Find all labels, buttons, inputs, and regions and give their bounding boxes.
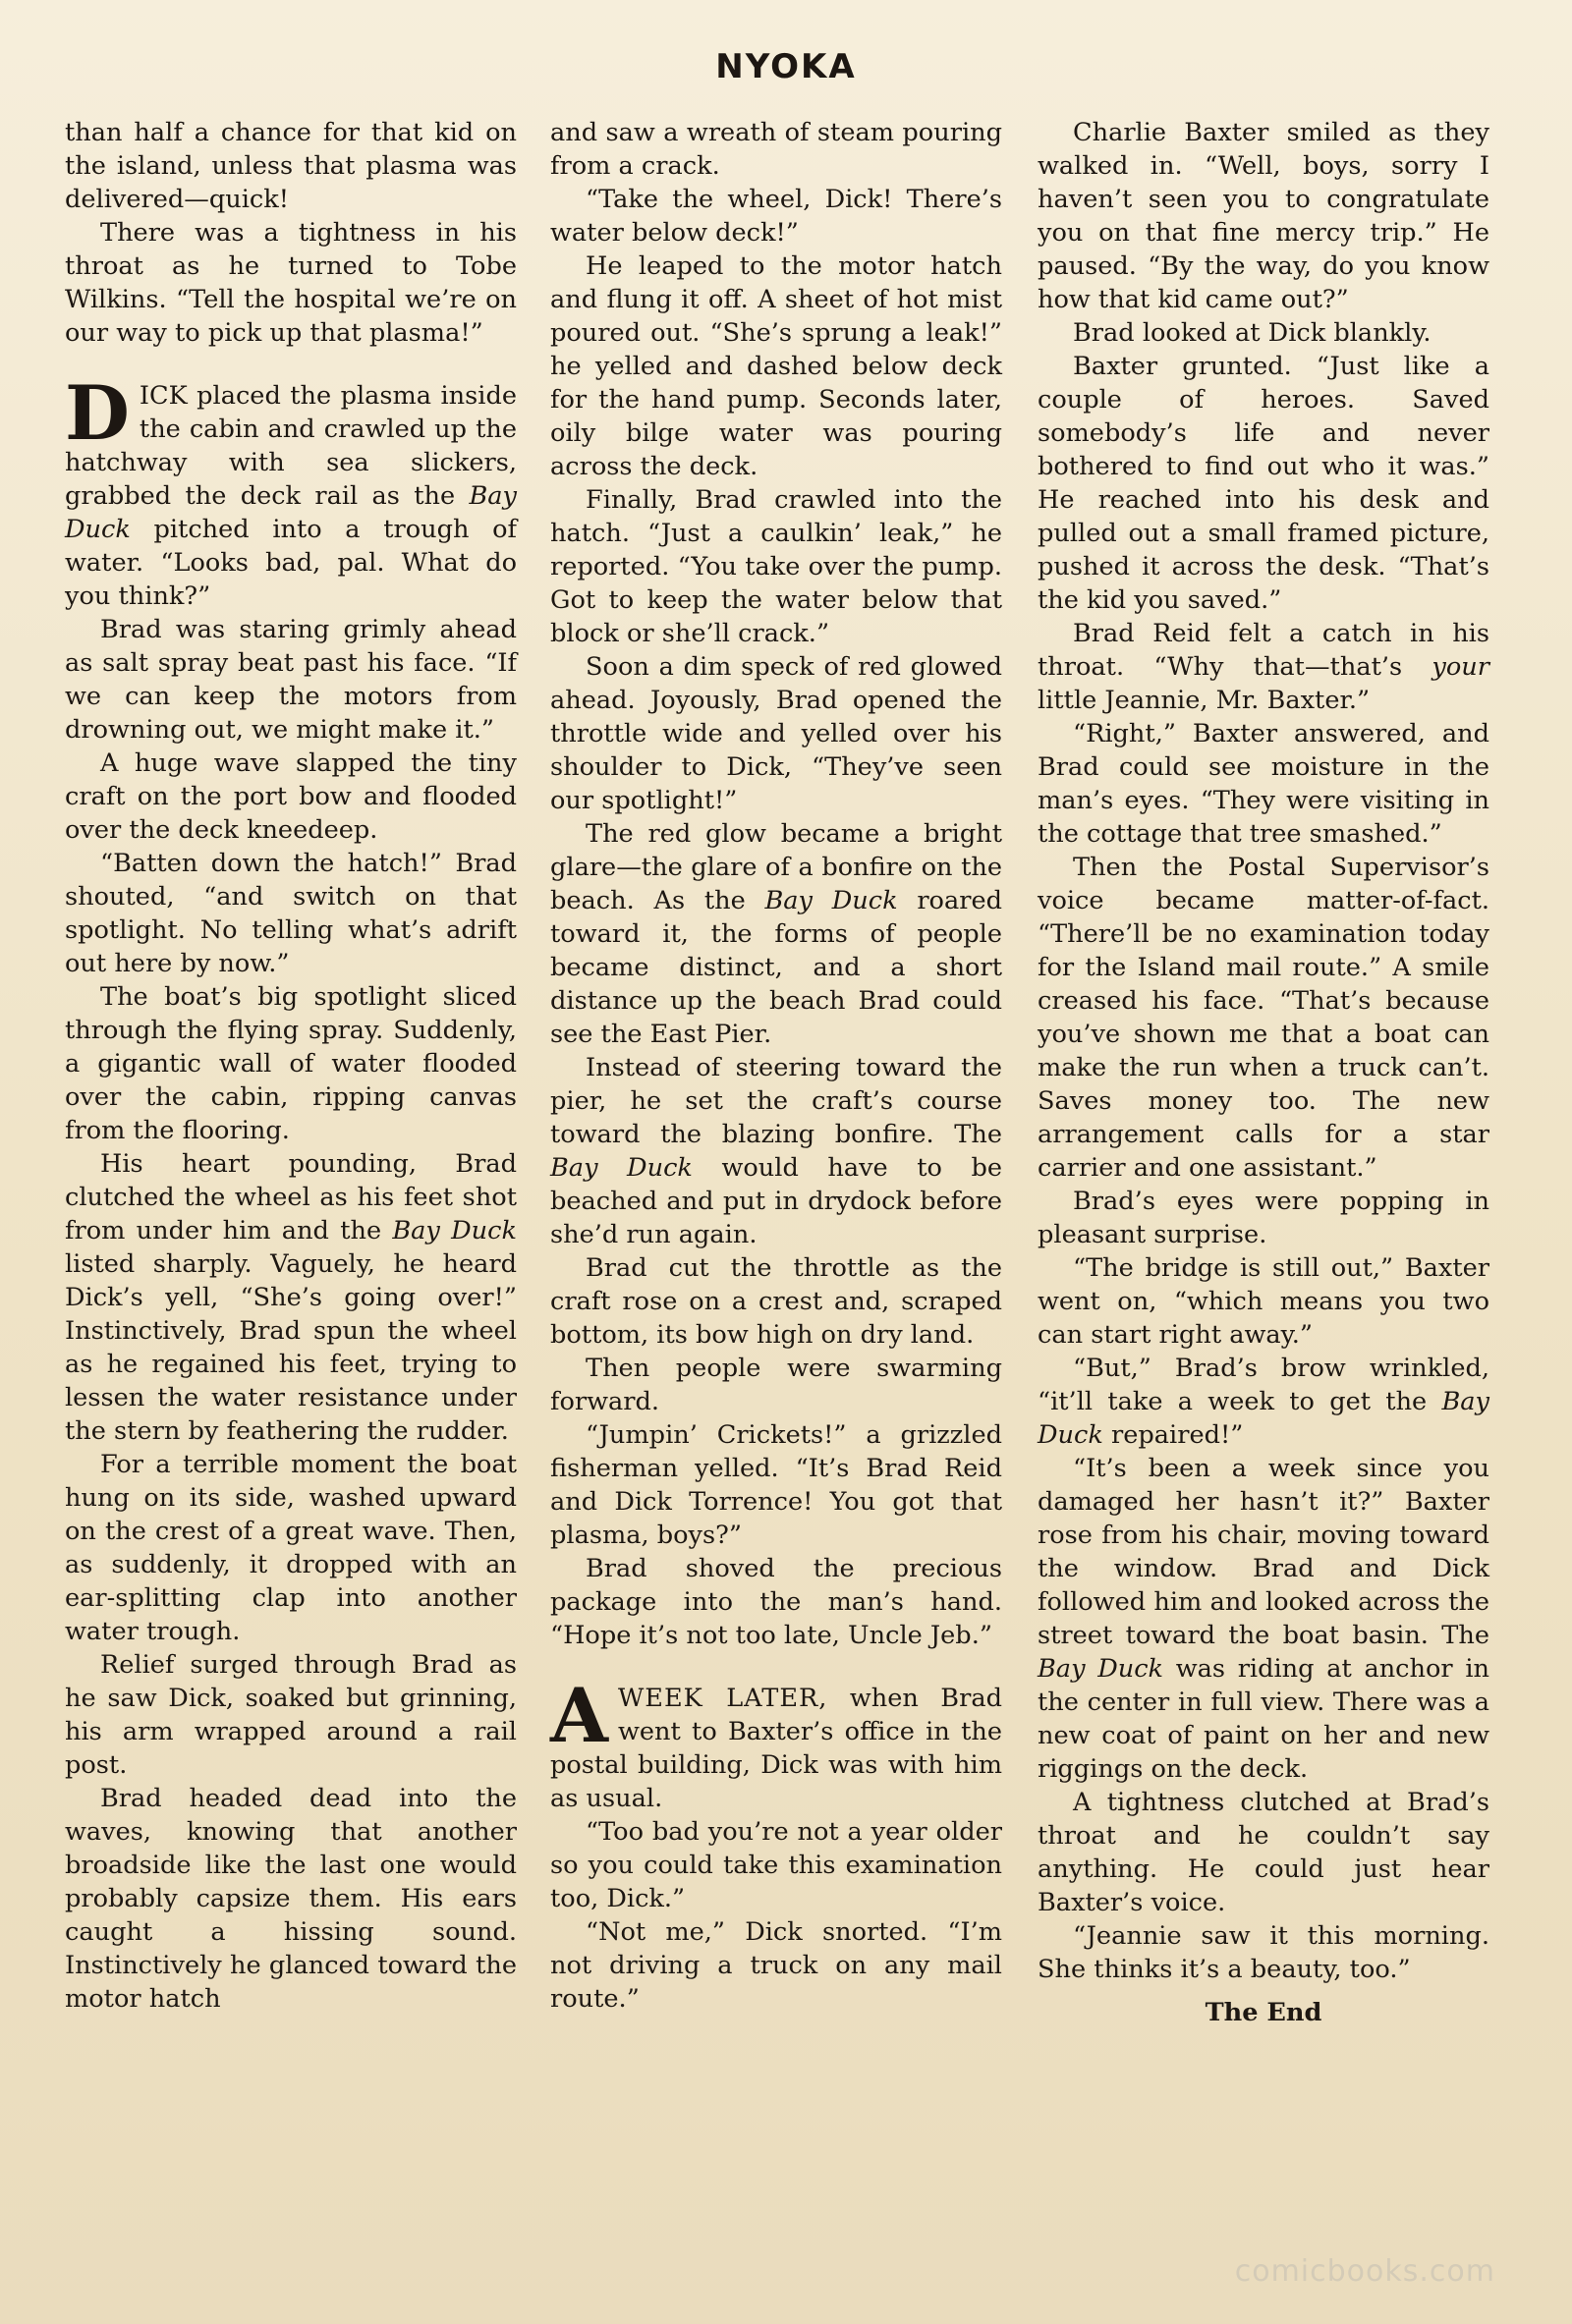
boat-name: Bay Duck (1038, 1387, 1489, 1450)
paragraph: Brad cut the throttle as the craft rose on a crest and, scraped bottom, its bow high on dry land. (550, 1253, 1002, 1350)
paragraph: Brad looked at Dick blankly. (1073, 318, 1432, 348)
paragraph: For a terrible moment the boat hung on its side, washed upward on the crest of a great wave. Then, as suddenly, it dropped with an ear-splitting clap into another water trough. (65, 1450, 517, 1646)
paragraph-dropcap (550, 1672, 1002, 1815)
text-column-2 (550, 116, 1002, 2016)
boat-name: Bay Duck (1038, 1654, 1164, 1684)
paragraph-dropcap (65, 369, 517, 613)
paragraph-text: Instead of steering toward the pier, he set the craft’s course toward the blazing bonfire. The (550, 1053, 1002, 1149)
paragraph (1038, 1352, 1489, 1452)
paragraph-text: pitched into a trough of water. “Looks bad, pal. What do you think?” (65, 515, 517, 611)
paragraph: “Not me,” Dick snorted. “I’m not driving a truck on any mail route.” (550, 1917, 1002, 2014)
paragraph-text: repaired!” (1102, 1420, 1244, 1450)
boat-name: Bay Duck (550, 1153, 693, 1183)
paragraph: “Jumpin’ Crickets!” a grizzled fisherman yelled. “It’s Brad Reid and Dick Torrence! You got that plasma, boys?” (550, 1420, 1002, 1550)
paragraph (1038, 617, 1489, 717)
paragraph (1038, 1452, 1489, 1786)
paragraph (65, 1147, 517, 1448)
drop-cap: A (550, 1672, 608, 1759)
paragraph: “Right,” Baxter answered, and Brad could see moisture in the man’s eyes. “They were visiting in the cottage that tree smashed.” (1038, 719, 1489, 849)
drop-cap: D (65, 369, 130, 457)
paragraph: He leaped to the motor hatch and flung it off. A sheet of hot mist poured out. “She’s sprung a leak!” he yelled and dashed below deck for the hand pump. Seconds later, oily bilge water was pouring across the deck. (550, 251, 1002, 481)
paragraph: and saw a wreath of steam pouring from a crack. (550, 118, 1002, 181)
section-lead-in: WEEK LATER, (617, 1684, 828, 1713)
paragraph-text: His heart pounding, Brad clutched the wheel as his feet shot from under him and the (65, 1149, 517, 1245)
paragraph-text: Brad Reid felt a catch in his throat. “Why that—that’s (1038, 619, 1489, 682)
site-watermark: comicbooks.com (1234, 2254, 1495, 2289)
paragraph: Relief surged through Brad as he saw Dick, soaked but grinning, his arm wrapped around a rail post. (65, 1650, 517, 1780)
paragraph: Then the Postal Supervisor’s voice became matter-of-fact. “There’ll be no examination today for the Island mail route.” A smile creased his face. “That’s because you’ve shown me that a boat can make the run when a truck can’t. Saves money too. The new arrangement calls for a star carrier and one assistant.” (1038, 853, 1489, 1183)
paragraph: Brad headed dead into the waves, knowing that another broadside like the last one would probably capsize them. His ears caught a hissing sound. Instinctively he glanced toward the motor hatch (65, 1784, 517, 2014)
page-header-title: NYOKA (715, 47, 857, 86)
paragraph: There was a tightness in his throat as he turned to Tobe Wilkins. “Tell the hospital we’re on our way to pick up that plasma!” (65, 218, 517, 348)
paragraph-text: “But,” Brad’s brow wrinkled, “it’ll take a week to get the (1038, 1354, 1489, 1416)
paragraph: than half a chance for that kid on the island, unless that plasma was delivered—quick! (65, 118, 517, 214)
paragraph-text: roared toward it, the forms of people became distinct, and a short distance up the beach Brad could see the East Pier. (550, 886, 1002, 1049)
paragraph: “Take the wheel, Dick! There’s water below deck!” (550, 185, 1002, 248)
paragraph: Soon a dim speck of red glowed ahead. Joyously, Brad opened the throttle wide and yelled over his shoulder to Dick, “They’ve seen our spotlight!” (550, 652, 1002, 815)
boat-name: Bay Duck (764, 886, 898, 915)
boat-name: Bay Duck (392, 1216, 517, 1245)
text-column-1 (65, 116, 517, 2016)
paragraph-text: The red glow became a bright glare—the glare of a bonfire on the beach. As the (550, 819, 1002, 915)
paragraph-text: would have to be beached and put in drydock before she’d run again. (550, 1153, 1003, 1249)
paragraph: Brad was staring grimly ahead as salt spray beat past his face. “If we can keep the motors from drowning out, we might make it.” (65, 615, 517, 745)
the-end-label: The End (1205, 1998, 1322, 2027)
paragraph-text: “It’s been a week since you damaged her hasn’t it?” Baxter rose from his chair, moving toward the window. Brad and Dick followed him and looked across the street toward the boat basin. The (1038, 1454, 1489, 1650)
paragraph: Brad’s eyes were popping in pleasant surprise. (1038, 1187, 1489, 1249)
boat-name: Bay Duck (65, 481, 517, 544)
text-column-3 (1038, 116, 1489, 2029)
paragraph: Charlie Baxter smiled as they walked in. “Well, boys, sorry I haven’t seen you to congratulate you on that fine mercy trip.” He paused. “By the way, do you know how that kid came out?” (1038, 118, 1489, 314)
paragraph-text: ICK placed the plasma inside the cabin and crawled up the hatchway with sea slickers, grabbed the deck rail as the (65, 381, 517, 511)
paragraph: “Batten down the hatch!” Brad shouted, “and switch on that spotlight. No telling what’s adrift out here by now.” (65, 849, 517, 978)
emphasis: your (1432, 652, 1489, 682)
paragraph: Brad shoved the precious package into the man’s hand. “Hope it’s not too late, Uncle Jeb.” (550, 1554, 1002, 1650)
paragraph-text: when Brad went to Baxter’s office in the postal building, Dick was with him as usual. (550, 1684, 1002, 1813)
paragraph: Baxter grunted. “Just like a couple of heroes. Saved somebody’s life and never bothered to find out who it was.” He reached into his desk and pulled out a small framed picture, pushed it across the desk. “That’s the kid you saved.” (1038, 352, 1489, 615)
paragraph: “Too bad you’re not a year older so you could take this examination too, Dick.” (550, 1817, 1002, 1913)
paragraph: Then people were swarming forward. (550, 1354, 1002, 1416)
paragraph: The boat’s big spotlight sliced through the flying spray. Suddenly, a gigantic wall of water flooded over the cabin, ripping canvas from the flooring. (65, 982, 517, 1145)
paragraph-text: was riding at anchor in the center in full view. There was a new coat of paint on her and new riggings on the deck. (1038, 1654, 1489, 1784)
paragraph (550, 817, 1002, 1051)
paragraph: A tightness clutched at Brad’s throat and he couldn’t say anything. He could just hear Baxter’s voice. (1038, 1788, 1489, 1917)
paragraph (550, 1051, 1002, 1251)
paragraph: “Jeannie saw it this morning. She thinks it’s a beauty, too.” (1038, 1921, 1489, 1984)
paragraph: “The bridge is still out,” Baxter went on, “which means you two can start right away.” (1038, 1253, 1489, 1350)
paragraph: Finally, Brad crawled into the hatch. “Just a caulkin’ leak,” he reported. “You take over the pump. Got to keep the water below that block or she’ll crack.” (550, 485, 1002, 648)
paragraph: A huge wave slapped the tiny craft on the port bow and flooded over the deck kneedeep. (65, 748, 517, 845)
paragraph-text: listed sharply. Vaguely, he heard Dick’s yell, “She’s going over!” Instinctively, Brad spun the wheel as he regained his feet, trying to lessen the water resistance under the stern by feathering the rudder. (65, 1249, 517, 1446)
paragraph-text: little Jeannie, Mr. Baxter.” (1038, 686, 1371, 715)
